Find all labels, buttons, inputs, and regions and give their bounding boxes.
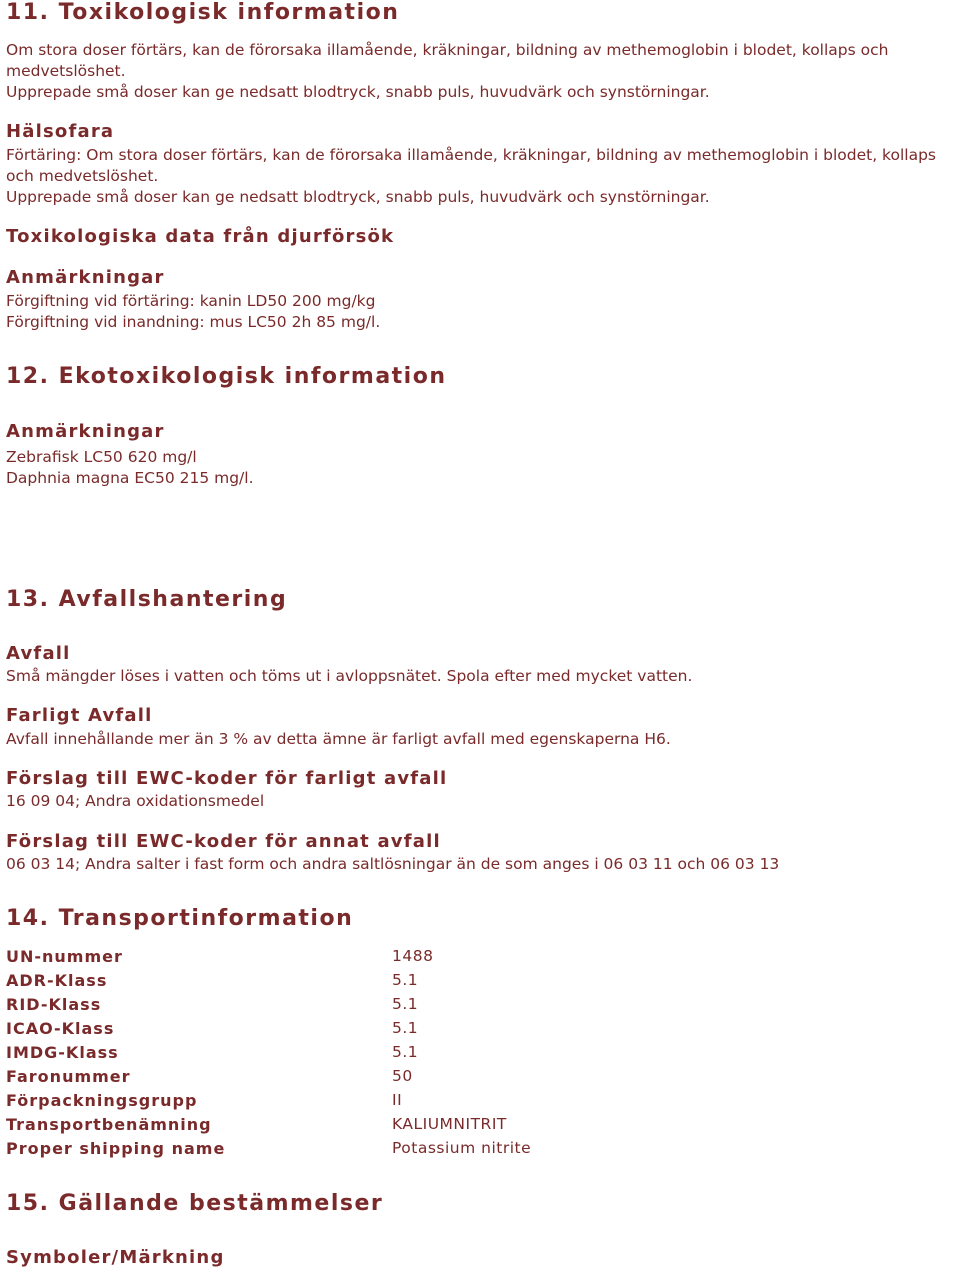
transport-label: Transportbenämning: [6, 1115, 212, 1134]
section-13-title: 13. Avfallshantering: [6, 587, 288, 612]
ewc-annat-text: 06 03 14; Andra salter i fast form och andra saltlösningar än de som anges i 06 03 11 och 06 03 13: [6, 855, 780, 873]
s12-anmarkning-2: Daphnia magna EC50 215 mg/l.: [6, 469, 254, 487]
ewc-farligt-heading: Förslag till EWC-koder för farligt avfall: [6, 768, 448, 789]
transport-value: 1488: [392, 947, 434, 965]
halsofara-paragraph: Förtäring: Om stora doser förtärs, kan de förorsaka illamående, kräkningar, bildning av methemoglobin i blodet, kollaps och medvetslöshet.: [6, 146, 936, 185]
transport-value: Potassium nitrite: [392, 1139, 532, 1157]
section-12-title: 12. Ekotoxikologisk information: [6, 364, 447, 389]
transport-label: Faronummer: [6, 1067, 131, 1086]
transport-value: 5.1: [392, 995, 419, 1013]
transport-value: II: [392, 1091, 403, 1109]
section-14-title: 14. Transportinformation: [6, 906, 354, 931]
s12-anmarkning-1: Zebrafisk LC50 620 mg/l: [6, 448, 197, 466]
transport-value: 5.1: [392, 971, 419, 989]
transport-label: RID-Klass: [6, 995, 102, 1014]
s11-anmarkning-2: Förgiftning vid inandning: mus LC50 2h 85 mg/l.: [6, 313, 381, 331]
farligt-avfall-heading: Farligt Avfall: [6, 705, 153, 726]
s11-anmarkning-1: Förgiftning vid förtäring: kanin LD50 200 mg/kg: [6, 292, 376, 310]
transport-label: Proper shipping name: [6, 1139, 226, 1158]
section-11-title: 11. Toxikologisk information: [6, 0, 400, 25]
s11-intro-paragraph: Om stora doser förtärs, kan de förorsaka illamående, kräkningar, bildning av methemoglobin i blodet, kollaps och medvetslöshet.: [6, 41, 889, 80]
transport-value: 50: [392, 1067, 413, 1085]
s11-intro-paragraph-2: Upprepade små doser kan ge nedsatt blodtryck, snabb puls, huvudvärk och synstörningar.: [6, 83, 710, 101]
s12-anmarkningar-heading: Anmärkningar: [6, 421, 165, 442]
transport-value: KALIUMNITRIT: [392, 1115, 507, 1133]
transport-label: ICAO-Klass: [6, 1019, 115, 1038]
s11-anmarkningar-heading: Anmärkningar: [6, 267, 165, 288]
symboler-heading: Symboler/Märkning: [6, 1247, 225, 1268]
avfall-heading: Avfall: [6, 643, 71, 664]
transport-value: 5.1: [392, 1019, 419, 1037]
farligt-avfall-text: Avfall innehållande mer än 3 % av detta ämne är farligt avfall med egenskaperna H6.: [6, 730, 671, 748]
transport-label: Förpackningsgrupp: [6, 1091, 198, 1110]
halsofara-paragraph-2: Upprepade små doser kan ge nedsatt blodtryck, snabb puls, huvudvärk och synstörningar.: [6, 188, 710, 206]
section-15-title: 15. Gällande bestämmelser: [6, 1191, 384, 1216]
transport-value: 5.1: [392, 1043, 419, 1061]
ewc-annat-heading: Förslag till EWC-koder för annat avfall: [6, 831, 441, 852]
avfall-text: Små mängder löses i vatten och töms ut i avloppsnätet. Spola efter med mycket vatten.: [6, 667, 693, 685]
transport-label: IMDG-Klass: [6, 1043, 119, 1062]
halsofara-heading: Hälsofara: [6, 121, 115, 142]
transport-label: UN-nummer: [6, 947, 123, 966]
tox-data-heading: Toxikologiska data från djurförsök: [6, 226, 395, 247]
transport-label: ADR-Klass: [6, 971, 108, 990]
ewc-farligt-text: 16 09 04; Andra oxidationsmedel: [6, 792, 265, 810]
